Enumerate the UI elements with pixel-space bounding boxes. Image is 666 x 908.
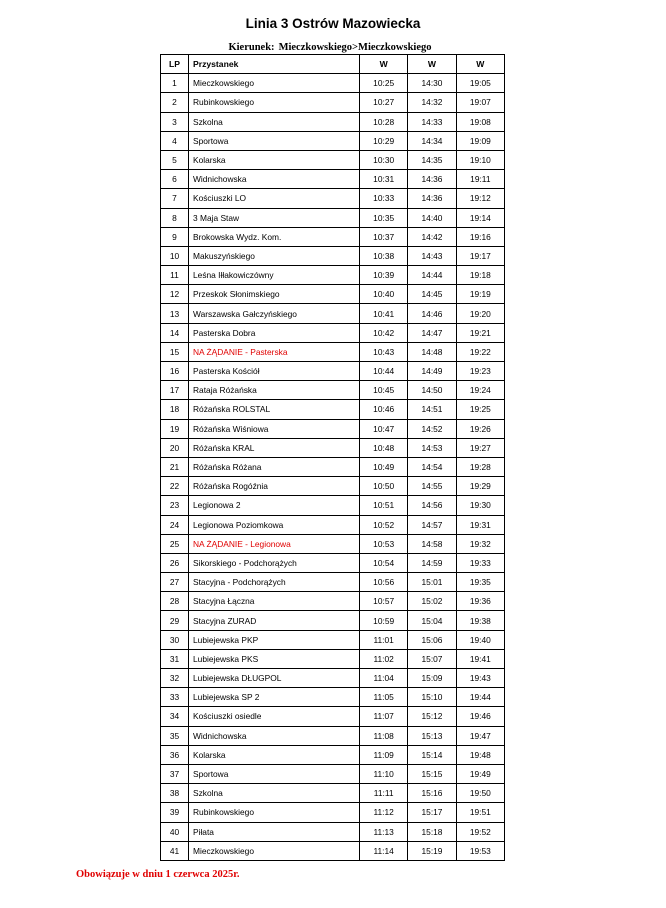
header-time-1: W xyxy=(360,55,408,74)
row-stop: 3 Maja Staw xyxy=(189,208,360,227)
row-time-3: 19:17 xyxy=(456,246,504,265)
table-row xyxy=(161,515,505,534)
row-stop: Rataja Różańska xyxy=(189,381,360,400)
row-time-2: 15:18 xyxy=(408,822,456,841)
direction-label: Kierunek: xyxy=(228,42,275,53)
row-lp: 25 xyxy=(161,534,189,553)
row-lp: 26 xyxy=(161,553,189,572)
row-time-1: 11:01 xyxy=(360,630,408,649)
row-stop: Lubiejewska PKS xyxy=(189,649,360,668)
row-lp: 27 xyxy=(161,573,189,592)
row-lp: 34 xyxy=(161,707,189,726)
table-row xyxy=(161,208,505,227)
row-lp: 1 xyxy=(161,74,189,93)
header-lp: LP xyxy=(161,55,189,74)
header-time-2: W xyxy=(408,55,456,74)
row-lp: 24 xyxy=(161,515,189,534)
row-lp: 32 xyxy=(161,669,189,688)
row-time-3: 19:16 xyxy=(456,227,504,246)
table-row xyxy=(161,630,505,649)
row-lp: 41 xyxy=(161,841,189,860)
table-row xyxy=(161,246,505,265)
table-row xyxy=(161,496,505,515)
row-time-2: 15:10 xyxy=(408,688,456,707)
table-row xyxy=(161,170,505,189)
timetable-body xyxy=(161,74,505,861)
row-time-2: 15:07 xyxy=(408,649,456,668)
row-time-3: 19:53 xyxy=(456,841,504,860)
table-row xyxy=(161,131,505,150)
row-time-2: 14:54 xyxy=(408,457,456,476)
row-stop: Kolarska xyxy=(189,150,360,169)
row-time-1: 10:41 xyxy=(360,304,408,323)
row-time-1: 11:14 xyxy=(360,841,408,860)
table-row xyxy=(161,669,505,688)
table-row xyxy=(161,592,505,611)
table-row xyxy=(161,764,505,783)
row-stop: Sportowa xyxy=(189,764,360,783)
header-stop: Przystanek xyxy=(189,55,360,74)
row-time-2: 14:48 xyxy=(408,342,456,361)
row-time-2: 15:17 xyxy=(408,803,456,822)
row-time-1: 11:08 xyxy=(360,726,408,745)
row-lp: 4 xyxy=(161,131,189,150)
row-time-2: 14:55 xyxy=(408,477,456,496)
row-stop: Mieczkowskiego xyxy=(189,841,360,860)
row-stop: Lubiejewska PKP xyxy=(189,630,360,649)
row-time-1: 11:10 xyxy=(360,764,408,783)
table-row xyxy=(161,342,505,361)
table-row xyxy=(161,822,505,841)
row-lp: 7 xyxy=(161,189,189,208)
row-time-1: 10:44 xyxy=(360,362,408,381)
row-time-2: 14:36 xyxy=(408,170,456,189)
row-stop: Kościuszki LO xyxy=(189,189,360,208)
row-time-1: 10:38 xyxy=(360,246,408,265)
row-time-3: 19:09 xyxy=(456,131,504,150)
row-time-3: 19:40 xyxy=(456,630,504,649)
row-time-3: 19:21 xyxy=(456,323,504,342)
table-row xyxy=(161,611,505,630)
row-stop: Przeskok Słonimskiego xyxy=(189,285,360,304)
row-lp: 29 xyxy=(161,611,189,630)
row-lp: 38 xyxy=(161,784,189,803)
row-time-2: 14:45 xyxy=(408,285,456,304)
row-stop: Makuszyńskiego xyxy=(189,246,360,265)
row-time-1: 10:47 xyxy=(360,419,408,438)
row-time-2: 14:33 xyxy=(408,112,456,131)
row-stop: Lubiejewska DŁUGPOL xyxy=(189,669,360,688)
row-stop: Różańska KRAL xyxy=(189,438,360,457)
table-row xyxy=(161,841,505,860)
row-time-3: 19:52 xyxy=(456,822,504,841)
direction-value: Mieczkowskiego>Mieczkowskiego xyxy=(278,42,432,53)
row-lp: 28 xyxy=(161,592,189,611)
row-lp: 3 xyxy=(161,112,189,131)
row-stop: Różańska Różana xyxy=(189,457,360,476)
row-time-2: 14:58 xyxy=(408,534,456,553)
row-time-2: 14:51 xyxy=(408,400,456,419)
row-lp: 20 xyxy=(161,438,189,457)
row-lp: 21 xyxy=(161,457,189,476)
row-stop: Rubinkowskiego xyxy=(189,803,360,822)
row-time-3: 19:28 xyxy=(456,457,504,476)
table-row xyxy=(161,285,505,304)
row-time-2: 14:50 xyxy=(408,381,456,400)
table-row xyxy=(161,688,505,707)
table-row xyxy=(161,189,505,208)
row-stop: Kościuszki osiedle xyxy=(189,707,360,726)
table-row xyxy=(161,803,505,822)
table-row xyxy=(161,534,505,553)
row-lp: 17 xyxy=(161,381,189,400)
row-lp: 12 xyxy=(161,285,189,304)
row-stop: Sikorskiego - Podchorążych xyxy=(189,553,360,572)
row-time-1: 10:33 xyxy=(360,189,408,208)
row-time-2: 15:09 xyxy=(408,669,456,688)
table-row xyxy=(161,112,505,131)
row-stop-on-request: NA ŻĄDANIE - Pasterska xyxy=(189,342,360,361)
table-row xyxy=(161,323,505,342)
row-stop: Legionowa Poziomkowa xyxy=(189,515,360,534)
row-time-2: 14:35 xyxy=(408,150,456,169)
header-row xyxy=(161,55,505,74)
row-time-3: 19:50 xyxy=(456,784,504,803)
table-row xyxy=(161,419,505,438)
row-lp: 10 xyxy=(161,246,189,265)
row-time-1: 10:56 xyxy=(360,573,408,592)
row-time-1: 10:30 xyxy=(360,150,408,169)
table-row xyxy=(161,150,505,169)
row-time-2: 14:49 xyxy=(408,362,456,381)
row-lp: 11 xyxy=(161,266,189,285)
table-row xyxy=(161,74,505,93)
row-stop: Mieczkowskiego xyxy=(189,74,360,93)
table-row xyxy=(161,553,505,572)
row-time-1: 10:40 xyxy=(360,285,408,304)
row-time-2: 15:12 xyxy=(408,707,456,726)
row-time-3: 19:32 xyxy=(456,534,504,553)
row-stop: Warszawska Gałczyńskiego xyxy=(189,304,360,323)
table-row xyxy=(161,400,505,419)
row-time-1: 10:51 xyxy=(360,496,408,515)
row-stop: Stacyjna ZURAD xyxy=(189,611,360,630)
table-row xyxy=(161,726,505,745)
table-row xyxy=(161,784,505,803)
row-lp: 22 xyxy=(161,477,189,496)
timetable xyxy=(160,54,505,861)
row-time-1: 11:02 xyxy=(360,649,408,668)
table-row xyxy=(161,266,505,285)
row-time-2: 15:14 xyxy=(408,745,456,764)
row-time-2: 15:02 xyxy=(408,592,456,611)
row-time-2: 15:01 xyxy=(408,573,456,592)
row-time-1: 10:48 xyxy=(360,438,408,457)
table-row xyxy=(161,477,505,496)
row-time-3: 19:38 xyxy=(456,611,504,630)
row-lp: 37 xyxy=(161,764,189,783)
row-lp: 19 xyxy=(161,419,189,438)
row-lp: 39 xyxy=(161,803,189,822)
table-row xyxy=(161,745,505,764)
row-time-3: 19:24 xyxy=(456,381,504,400)
row-time-3: 19:30 xyxy=(456,496,504,515)
row-time-1: 11:05 xyxy=(360,688,408,707)
row-time-1: 10:46 xyxy=(360,400,408,419)
row-stop: Różańska ROLSTAL xyxy=(189,400,360,419)
row-time-2: 14:36 xyxy=(408,189,456,208)
row-time-3: 19:07 xyxy=(456,93,504,112)
row-time-2: 14:56 xyxy=(408,496,456,515)
row-time-1: 10:54 xyxy=(360,553,408,572)
row-lp: 33 xyxy=(161,688,189,707)
row-time-3: 19:36 xyxy=(456,592,504,611)
table-row xyxy=(161,93,505,112)
row-lp: 23 xyxy=(161,496,189,515)
table-row xyxy=(161,362,505,381)
table-row xyxy=(161,227,505,246)
row-time-3: 19:35 xyxy=(456,573,504,592)
row-time-1: 10:52 xyxy=(360,515,408,534)
row-lp: 6 xyxy=(161,170,189,189)
row-time-1: 11:12 xyxy=(360,803,408,822)
direction-line xyxy=(160,42,504,53)
row-stop: Różańska Wiśniowa xyxy=(189,419,360,438)
row-time-3: 19:47 xyxy=(456,726,504,745)
row-time-2: 15:16 xyxy=(408,784,456,803)
row-time-3: 19:23 xyxy=(456,362,504,381)
row-time-2: 14:43 xyxy=(408,246,456,265)
row-time-1: 10:27 xyxy=(360,93,408,112)
row-time-3: 19:31 xyxy=(456,515,504,534)
row-time-1: 11:11 xyxy=(360,784,408,803)
row-lp: 2 xyxy=(161,93,189,112)
row-time-3: 19:44 xyxy=(456,688,504,707)
row-lp: 35 xyxy=(161,726,189,745)
row-time-3: 19:14 xyxy=(456,208,504,227)
row-lp: 30 xyxy=(161,630,189,649)
row-stop: Stacyjna - Podchorążych xyxy=(189,573,360,592)
row-stop: Brokowska Wydz. Kom. xyxy=(189,227,360,246)
row-lp: 18 xyxy=(161,400,189,419)
row-time-3: 19:49 xyxy=(456,764,504,783)
row-time-1: 11:04 xyxy=(360,669,408,688)
table-row xyxy=(161,649,505,668)
row-stop: Legionowa 2 xyxy=(189,496,360,515)
row-time-3: 19:46 xyxy=(456,707,504,726)
row-time-1: 10:57 xyxy=(360,592,408,611)
row-time-2: 14:52 xyxy=(408,419,456,438)
row-time-3: 19:33 xyxy=(456,553,504,572)
row-time-3: 19:26 xyxy=(456,419,504,438)
row-time-1: 10:35 xyxy=(360,208,408,227)
row-time-3: 19:43 xyxy=(456,669,504,688)
row-time-1: 10:45 xyxy=(360,381,408,400)
row-time-3: 19:51 xyxy=(456,803,504,822)
row-time-3: 19:08 xyxy=(456,112,504,131)
row-time-1: 11:09 xyxy=(360,745,408,764)
header-time-3: W xyxy=(456,55,504,74)
row-time-1: 10:59 xyxy=(360,611,408,630)
row-stop: Leśna Iłłakowiczówny xyxy=(189,266,360,285)
row-lp: 5 xyxy=(161,150,189,169)
row-time-1: 10:53 xyxy=(360,534,408,553)
row-stop: Szkolna xyxy=(189,784,360,803)
row-time-2: 14:30 xyxy=(408,74,456,93)
row-time-1: 10:37 xyxy=(360,227,408,246)
row-time-3: 19:10 xyxy=(456,150,504,169)
row-time-1: 10:49 xyxy=(360,457,408,476)
row-lp: 8 xyxy=(161,208,189,227)
row-time-3: 19:11 xyxy=(456,170,504,189)
row-time-2: 14:57 xyxy=(408,515,456,534)
row-time-1: 10:39 xyxy=(360,266,408,285)
row-time-2: 14:40 xyxy=(408,208,456,227)
row-stop: Rubinkowskiego xyxy=(189,93,360,112)
row-time-3: 19:05 xyxy=(456,74,504,93)
table-row xyxy=(161,707,505,726)
row-time-2: 14:53 xyxy=(408,438,456,457)
row-time-1: 10:43 xyxy=(360,342,408,361)
row-time-3: 19:41 xyxy=(456,649,504,668)
table-row xyxy=(161,457,505,476)
row-stop: Pasterska Dobra xyxy=(189,323,360,342)
row-time-2: 14:42 xyxy=(408,227,456,246)
page-title: Linia 3 Ostrów Mazowiecka xyxy=(245,16,421,31)
validity-note: Obowiązuje w dniu 1 czerwca 2025r. xyxy=(76,869,240,880)
table-row xyxy=(161,381,505,400)
row-time-1: 10:31 xyxy=(360,170,408,189)
row-time-1: 10:50 xyxy=(360,477,408,496)
row-time-3: 19:20 xyxy=(456,304,504,323)
row-lp: 13 xyxy=(161,304,189,323)
row-time-3: 19:22 xyxy=(456,342,504,361)
table-row xyxy=(161,573,505,592)
row-time-3: 19:18 xyxy=(456,266,504,285)
row-time-2: 15:06 xyxy=(408,630,456,649)
row-stop: Piłata xyxy=(189,822,360,841)
row-time-3: 19:12 xyxy=(456,189,504,208)
row-time-3: 19:25 xyxy=(456,400,504,419)
row-time-1: 10:25 xyxy=(360,74,408,93)
row-stop-on-request: NA ŻĄDANIE - Legionowa xyxy=(189,534,360,553)
row-lp: 14 xyxy=(161,323,189,342)
table-row xyxy=(161,304,505,323)
row-time-2: 15:19 xyxy=(408,841,456,860)
row-time-1: 11:13 xyxy=(360,822,408,841)
row-lp: 31 xyxy=(161,649,189,668)
row-stop: Szkolna xyxy=(189,112,360,131)
row-time-3: 19:27 xyxy=(456,438,504,457)
row-time-2: 14:44 xyxy=(408,266,456,285)
row-time-2: 15:04 xyxy=(408,611,456,630)
row-stop: Lubiejewska SP 2 xyxy=(189,688,360,707)
row-stop: Sportowa xyxy=(189,131,360,150)
row-stop: Pasterska Kościół xyxy=(189,362,360,381)
row-time-3: 19:19 xyxy=(456,285,504,304)
row-time-1: 10:42 xyxy=(360,323,408,342)
table-row xyxy=(161,438,505,457)
row-lp: 16 xyxy=(161,362,189,381)
row-time-2: 14:32 xyxy=(408,93,456,112)
row-time-3: 19:29 xyxy=(456,477,504,496)
row-time-1: 10:29 xyxy=(360,131,408,150)
row-time-1: 10:28 xyxy=(360,112,408,131)
row-lp: 15 xyxy=(161,342,189,361)
row-stop: Widnichowska xyxy=(189,170,360,189)
row-stop: Widnichowska xyxy=(189,726,360,745)
row-lp: 40 xyxy=(161,822,189,841)
row-time-1: 11:07 xyxy=(360,707,408,726)
row-stop: Różańska Rogóźnia xyxy=(189,477,360,496)
row-time-2: 15:13 xyxy=(408,726,456,745)
row-lp: 36 xyxy=(161,745,189,764)
row-time-3: 19:48 xyxy=(456,745,504,764)
row-lp: 9 xyxy=(161,227,189,246)
row-stop: Stacyjna Łączna xyxy=(189,592,360,611)
row-time-2: 14:34 xyxy=(408,131,456,150)
row-stop: Kolarska xyxy=(189,745,360,764)
row-time-2: 14:59 xyxy=(408,553,456,572)
row-time-2: 14:47 xyxy=(408,323,456,342)
row-time-2: 15:15 xyxy=(408,764,456,783)
row-time-2: 14:46 xyxy=(408,304,456,323)
